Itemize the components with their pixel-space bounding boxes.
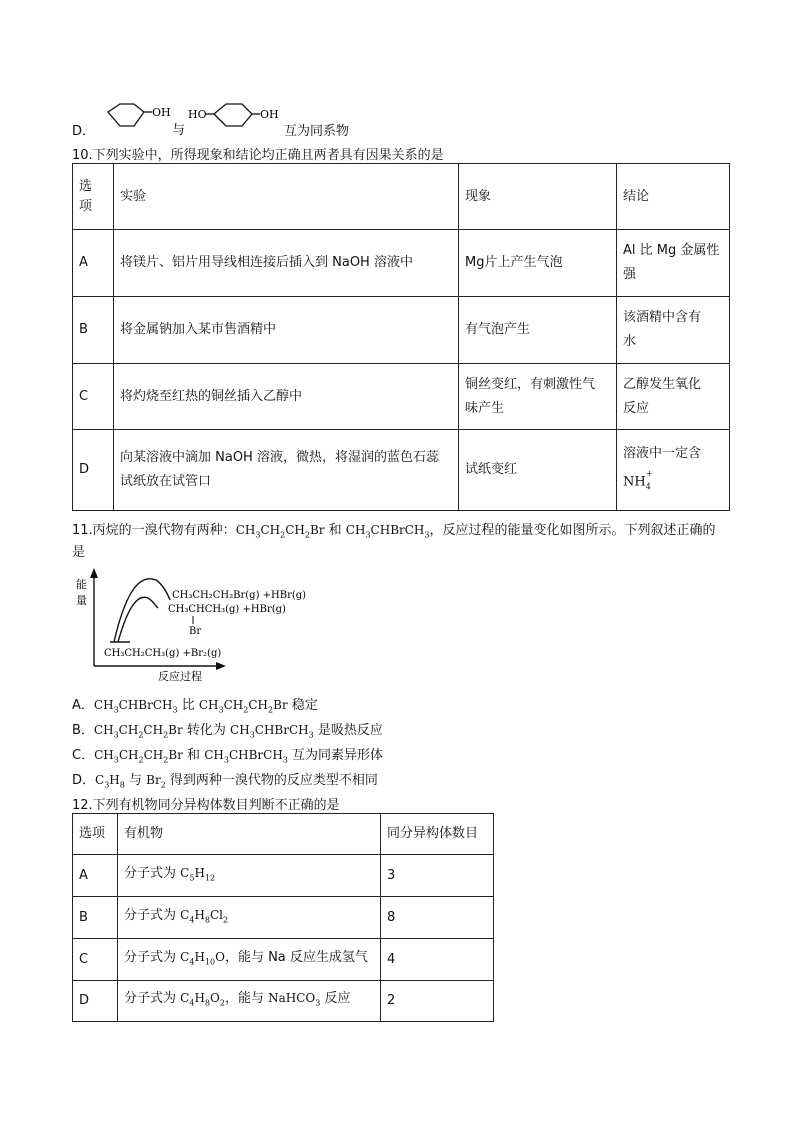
- header-option: 选项: [73, 814, 118, 855]
- row-phenomenon: Mg片上产生气泡: [459, 230, 617, 297]
- middle-product: CH₃CHCH₃(g) +HBr(g): [168, 604, 286, 615]
- table-header-row: [73, 164, 730, 230]
- q11-option-c: C．$CH_3CH_2CH_2Br$ 和 $CH_3CHBrCH_3$ 互为同素异形体: [72, 748, 384, 765]
- table-row: [73, 897, 494, 939]
- header-option: 选 项: [73, 164, 114, 230]
- mol1-oh: OH: [152, 106, 171, 119]
- upper-curve: [114, 579, 170, 642]
- table-row: [73, 297, 730, 364]
- row-organic: 分子式为 $C_4H_{10}O$，能与 Na 反应生成氢气: [118, 939, 381, 981]
- br-substituent: Br: [189, 626, 202, 637]
- q10-table: [72, 163, 730, 511]
- row-option: A: [73, 230, 114, 297]
- q11-option-b: B．$CH_3CH_2CH_2Br$ 转化为 $CH_3CHBrCH_3$ 是吸热反应: [72, 723, 383, 740]
- row-option: D: [73, 430, 114, 511]
- header-phenomenon: 现象: [459, 164, 617, 230]
- row-count: 2: [381, 981, 494, 1022]
- q10-stem: 10.下列实验中，所得现象和结论均正确且两者具有因果关系的是: [72, 148, 444, 163]
- row-option: B: [73, 897, 118, 939]
- row-experiment: 将金属钠加入某市售酒精中: [114, 297, 459, 364]
- table-row: [73, 981, 494, 1022]
- row-conclusion: 该酒精中含有 水: [617, 297, 730, 364]
- lower-curve: [118, 597, 158, 642]
- q12-table: [72, 813, 494, 1022]
- q9-connector: 与: [172, 123, 186, 138]
- header-isomer-count: 同分异构体数目: [381, 814, 494, 855]
- table-row: [73, 364, 730, 430]
- ammonium-ion: NH: [623, 473, 646, 489]
- y-axis-arrow: [90, 568, 98, 578]
- q9-option-d: [72, 120, 95, 139]
- q11-option-a: A．$CH_3CHBrCH_3$ 比 $CH_3CH_2CH_2Br$ 稳定: [72, 698, 318, 715]
- table-row: [73, 230, 730, 297]
- row-option: C: [73, 939, 118, 981]
- mol2-oh: OH: [260, 108, 279, 121]
- row-conclusion: 溶液中一定含 $NH_4^+$: [617, 430, 730, 511]
- header-experiment: 实验: [114, 164, 459, 230]
- row-experiment: 向某溶液中滴加 NaOH 溶液，微热，将湿润的蓝色石蕊 试纸放在试管口: [114, 430, 459, 511]
- header-organic: 有机物: [118, 814, 381, 855]
- header-conclusion: 结论: [617, 164, 730, 230]
- row-option: C: [73, 364, 114, 430]
- q12-stem: 12.下列有机物同分异构体数目判断不正确的是: [72, 798, 340, 813]
- q9-option-d-tail: 互为同系物: [284, 124, 350, 139]
- row-count: 8: [381, 897, 494, 939]
- row-organic: 分子式为 $C_4H_8O_2$，能与 NaHCO$_3$ 反应: [118, 981, 381, 1022]
- energy-diagram: [74, 566, 334, 684]
- q11-stem: 11.丙烷的一溴代物有两种：$CH_3CH_2CH_2Br$ 和 $CH_3CHBrCH_3$，反应过程的能量变化如图所示。下列叙述正确的: [72, 523, 716, 540]
- mol2-ho: HO: [188, 108, 207, 121]
- row-phenomenon: 有气泡产生: [459, 297, 617, 364]
- row-conclusion: Al 比 Mg 金属性 强: [617, 230, 730, 297]
- row-phenomenon: 试纸变红: [459, 430, 617, 511]
- row-count: 4: [381, 939, 494, 981]
- row-experiment: 将灼烧至红热的铜丝插入乙醇中: [114, 364, 459, 430]
- q9-option-d-label: D．: [72, 124, 96, 139]
- energy-axis-label-2: 量: [76, 594, 87, 607]
- upper-product: CH₃CH₂CH₂Br(g) +HBr(g): [172, 590, 307, 601]
- x-axis-label: 反应过程: [158, 670, 202, 683]
- row-phenomenon: 铜丝变红，有刺激性气 味产生: [459, 364, 617, 430]
- cyclohexane-ring-2: [214, 104, 252, 126]
- q11-stem-line2: 是: [72, 545, 86, 560]
- q11-option-d: D．$C_3H_8$ 与 $Br_2$ 得到两种一溴代物的反应类型不相同: [72, 773, 378, 790]
- table-row: [73, 430, 730, 511]
- table-header-row: [73, 814, 494, 855]
- row-option: B: [73, 297, 114, 364]
- cyclohexane-ring-1: [108, 104, 144, 126]
- row-option: D: [73, 981, 118, 1022]
- x-axis-arrow: [216, 662, 226, 670]
- row-organic: 分子式为 $C_4H_8Cl_2$: [118, 897, 381, 939]
- row-organic: 分子式为 $C_5H_{12}$: [118, 855, 381, 897]
- row-count: 3: [381, 855, 494, 897]
- table-row: [73, 939, 494, 981]
- table-row: [73, 855, 494, 897]
- row-option: A: [73, 855, 118, 897]
- energy-axis-label-1: 能: [76, 578, 87, 591]
- row-conclusion: 乙醇发生氧化 反应: [617, 364, 730, 430]
- reactant-label: CH₃CH₂CH₃(g) +Br₂(g): [104, 648, 222, 659]
- row-experiment: 将镁片、铝片用导线相连接后插入到 NaOH 溶液中: [114, 230, 459, 297]
